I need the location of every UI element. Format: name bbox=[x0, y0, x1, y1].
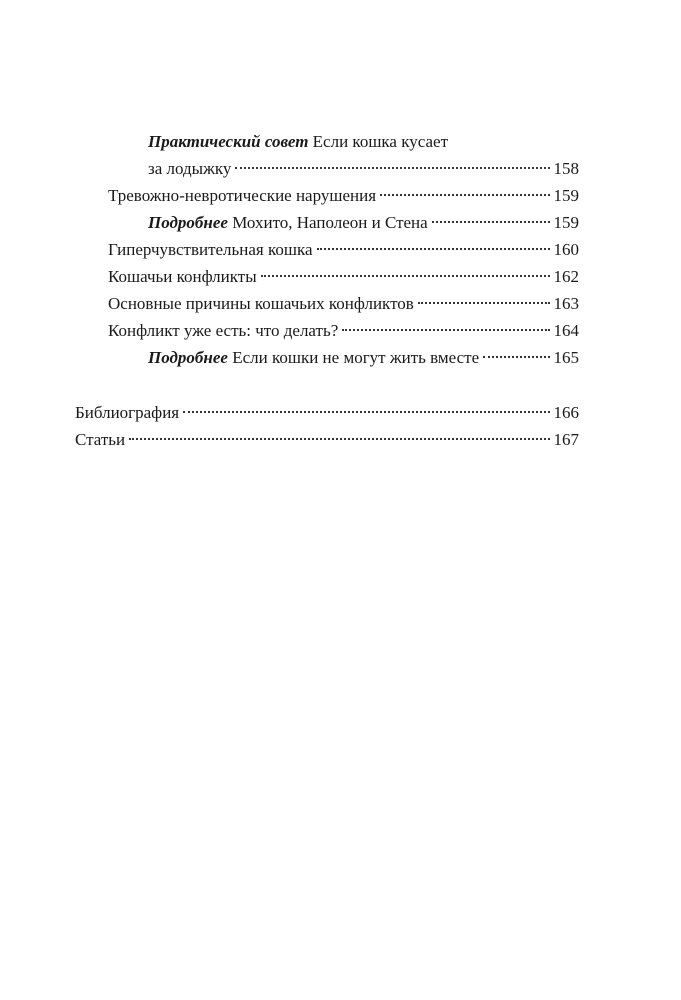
toc-entry-title-wrap bbox=[148, 210, 428, 236]
toc-page-number: 159 bbox=[553, 213, 579, 232]
toc-page-number: 163 bbox=[553, 294, 579, 313]
toc-entry[interactable] bbox=[108, 291, 579, 317]
toc-entry-title: Статьи bbox=[75, 430, 126, 449]
dot-leader bbox=[483, 356, 549, 358]
toc-page-number: 166 bbox=[553, 403, 579, 422]
toc-entry-title: Кошачьи конфликты bbox=[108, 267, 257, 286]
toc-entry[interactable] bbox=[148, 210, 579, 236]
toc-entry-first-line bbox=[148, 129, 448, 155]
toc-entry-title: Гиперчувствительная кошка bbox=[108, 240, 313, 259]
toc-entry-emphasis: Практический совет bbox=[148, 132, 309, 151]
toc-entry[interactable] bbox=[108, 237, 579, 263]
toc-entry[interactable] bbox=[108, 318, 579, 344]
toc-entry-title-wrap bbox=[148, 345, 479, 371]
dot-leader bbox=[183, 411, 549, 413]
toc-entry[interactable] bbox=[148, 345, 579, 371]
toc-page-number: 160 bbox=[553, 240, 579, 259]
toc-entry-title: Мохито, Наполеон и Стена bbox=[232, 213, 428, 232]
dot-leader bbox=[418, 302, 550, 304]
dot-leader bbox=[235, 167, 549, 169]
toc-entry[interactable] bbox=[75, 427, 579, 453]
toc-page-number: 158 bbox=[553, 159, 579, 178]
toc-entry-title: Если кошки не могут жить вместе bbox=[232, 348, 480, 367]
toc-entry-title: Если кошка кусает bbox=[312, 132, 449, 151]
toc-page-number: 159 bbox=[553, 186, 579, 205]
dot-leader bbox=[129, 438, 549, 440]
dot-leader bbox=[432, 221, 550, 223]
dot-leader bbox=[380, 194, 549, 196]
toc-entry[interactable] bbox=[108, 183, 579, 209]
toc-page-number: 165 bbox=[553, 348, 579, 367]
toc-entry-title: Библиография bbox=[75, 403, 180, 422]
toc-entry-continuation: за лодыжку bbox=[148, 159, 232, 178]
toc-page-number: 167 bbox=[553, 430, 579, 449]
toc-page-number: 162 bbox=[553, 267, 579, 286]
toc-entry[interactable] bbox=[75, 400, 579, 426]
toc-entry-title: Конфликт уже есть: что делать? bbox=[108, 321, 339, 340]
dot-leader bbox=[342, 329, 549, 331]
toc-entry-title: Тревожно-невротические нарушения bbox=[108, 186, 377, 205]
toc-entry[interactable] bbox=[148, 156, 579, 182]
toc-entry-emphasis: Подробнее bbox=[148, 348, 228, 367]
toc-entry[interactable] bbox=[108, 264, 579, 290]
toc-entry-emphasis: Подробнее bbox=[148, 213, 228, 232]
dot-leader bbox=[317, 248, 550, 250]
toc-entry-title: Основные причины кошачьих конфликтов bbox=[108, 294, 414, 313]
dot-leader bbox=[261, 275, 550, 277]
toc-page-number: 164 bbox=[553, 321, 579, 340]
